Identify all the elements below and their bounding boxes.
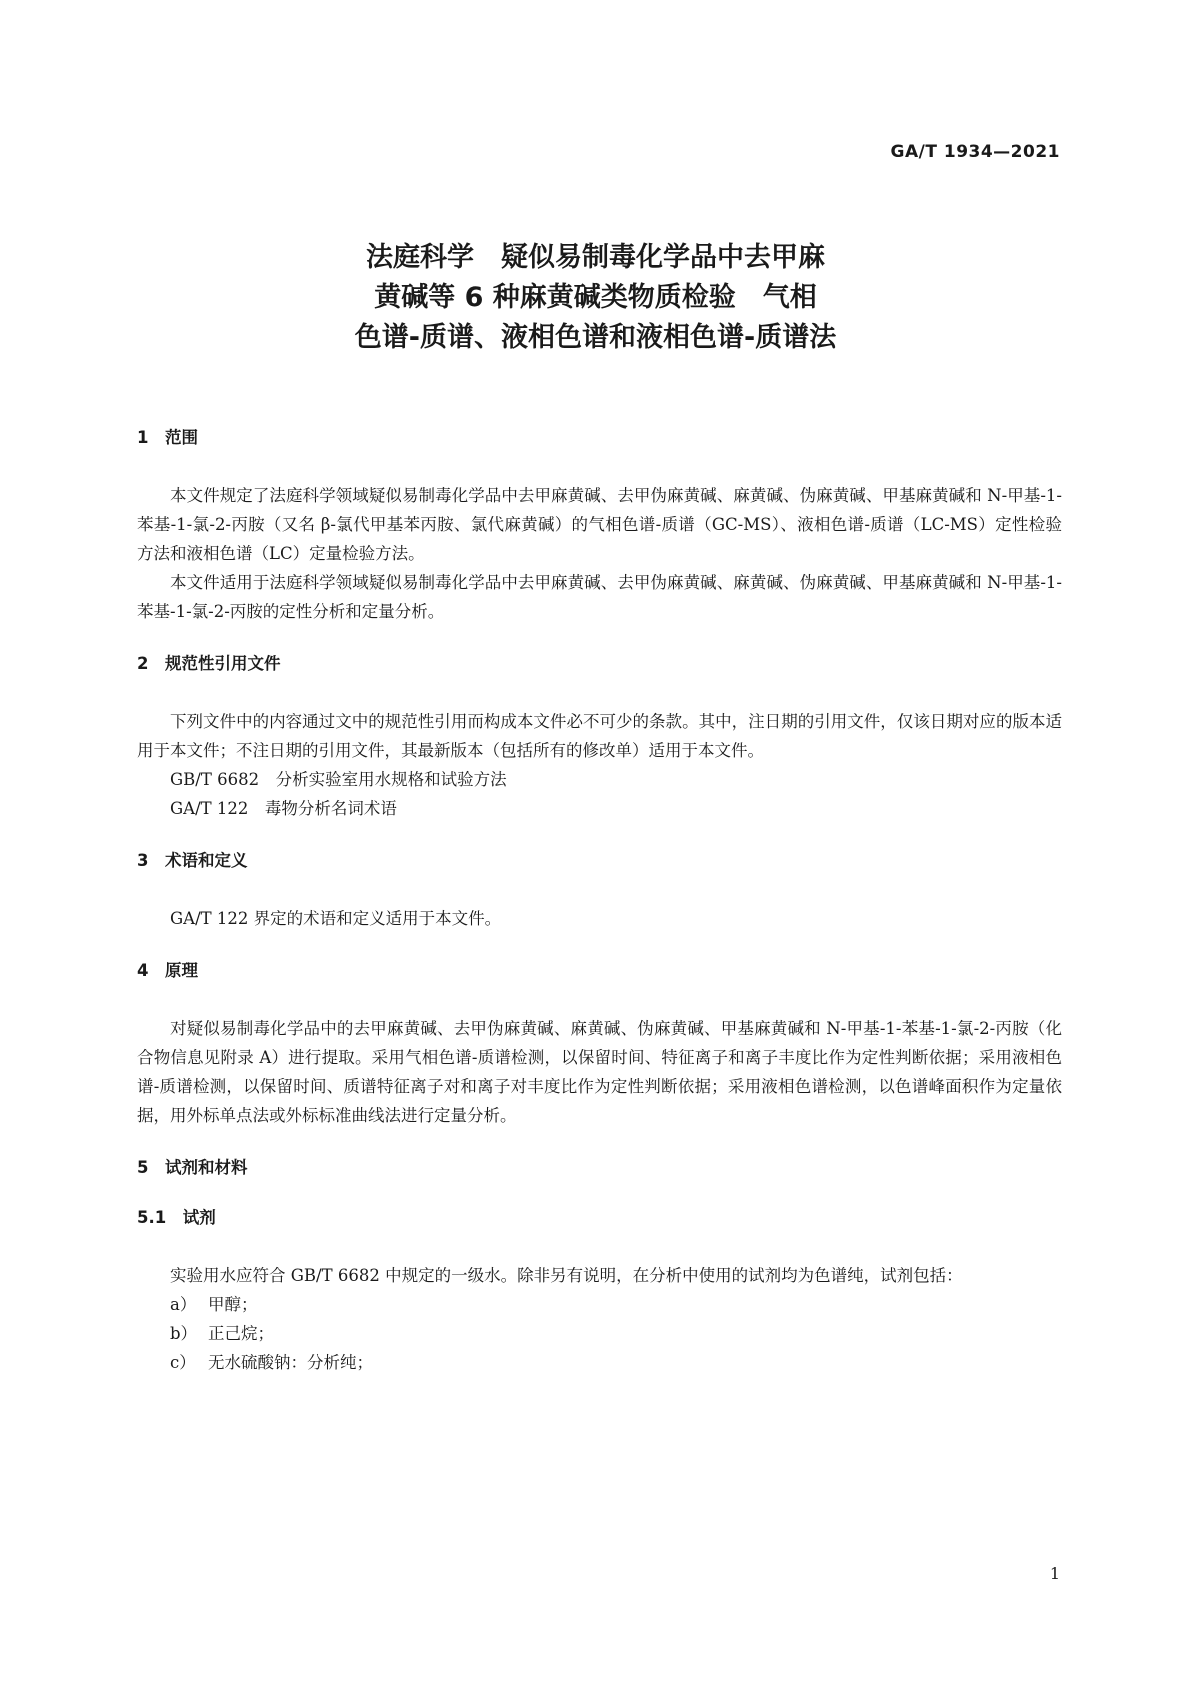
section-heading-terms: 3 术语和定义 — [137, 851, 248, 870]
title-line-2: 黄碱等 6 种麻黄碱类物质检验 气相 — [374, 282, 817, 313]
section-heading-scope: 1 范围 — [137, 428, 198, 447]
standard-code: GA/T 1934—2021 — [890, 142, 1060, 162]
section-heading-principle: 4 原理 — [137, 961, 198, 980]
list-item-text: 正己烷； — [208, 1324, 274, 1343]
list-item-label: b） — [170, 1324, 198, 1343]
list-item-label: a） — [170, 1295, 197, 1314]
principle-paragraph: 对疑似易制毒化学品中的去甲麻黄碱、去甲伪麻黄碱、麻黄碱、伪麻黄碱、甲基麻黄碱和 N-甲基-1-苯基-1-氯-2-丙胺（化合物信息见附录 A）进行提取。采用气相色谱-质谱检测，以保留时间、特征离子和离子丰度比作为定性判断依据；采用液相色谱-质谱检测，以保留时间、质谱特征离子对和离子对丰度比作为定性判断依据；采用液相色谱检测，以色谱峰面积作为定量依据，用外标单点法或外标标准曲线法进行定量分析。 — [137, 1019, 1062, 1125]
list-item — [137, 1290, 1062, 1319]
list-item-label: c） — [170, 1353, 196, 1372]
title-line-3: 色谱-质谱、液相色谱和液相色谱-质谱法 — [354, 322, 837, 353]
scope-paragraph-2: 本文件适用于法庭科学领域疑似易制毒化学品中去甲麻黄碱、去甲伪麻黄碱、麻黄碱、伪麻黄碱、甲基麻黄碱和 N-甲基-1-苯基-1-氯-2-丙胺的定性分析和定量分析。 — [137, 573, 1062, 621]
references-paragraph: 下列文件中的内容通过文中的规范性引用而构成本文件必不可少的条款。其中，注日期的引用文件，仅该日期对应的版本适用于本文件；不注日期的引用文件，其最新版本（包括所有的修改单）适用于本文件。 — [137, 712, 1062, 760]
title-line-1: 法庭科学 疑似易制毒化学品中去甲麻 — [366, 242, 825, 273]
scope-paragraph-1: 本文件规定了法庭科学领域疑似易制毒化学品中去甲麻黄碱、去甲伪麻黄碱、麻黄碱、伪麻黄碱、甲基麻黄碱和 N-甲基-1-苯基-1-氯-2-丙胺（又名 β-氯代甲基苯丙胺、氯代麻黄碱）的气相色谱-质谱（GC-MS）、液相色谱-质谱（LC-MS）定性检验方法和液相色谱（LC）定量检验方法。 — [137, 486, 1062, 563]
section-heading-normative-references: 2 规范性引用文件 — [137, 654, 281, 673]
reference-item: GA/T 122 毒物分析名词术语 — [170, 799, 397, 818]
subsection-heading-reagents: 5.1 试剂 — [137, 1208, 216, 1227]
document-body — [137, 426, 1062, 1377]
reagents-paragraph: 实验用水应符合 GB/T 6682 中规定的一级水。除非另有说明，在分析中使用的试剂均为色谱纯，试剂包括： — [170, 1266, 963, 1285]
list-item-text: 无水硫酸钠：分析纯； — [208, 1353, 373, 1372]
section-heading-reagents-materials: 5 试剂和材料 — [137, 1158, 248, 1177]
page-number: 1 — [1049, 1564, 1060, 1583]
document-title — [0, 238, 1191, 358]
list-item — [137, 1319, 1062, 1348]
reference-item: GB/T 6682 分析实验室用水规格和试验方法 — [170, 770, 507, 789]
terms-paragraph: GA/T 122 界定的术语和定义适用于本文件。 — [170, 909, 502, 928]
list-item — [137, 1348, 1062, 1377]
list-item-text: 甲醇； — [208, 1295, 258, 1314]
